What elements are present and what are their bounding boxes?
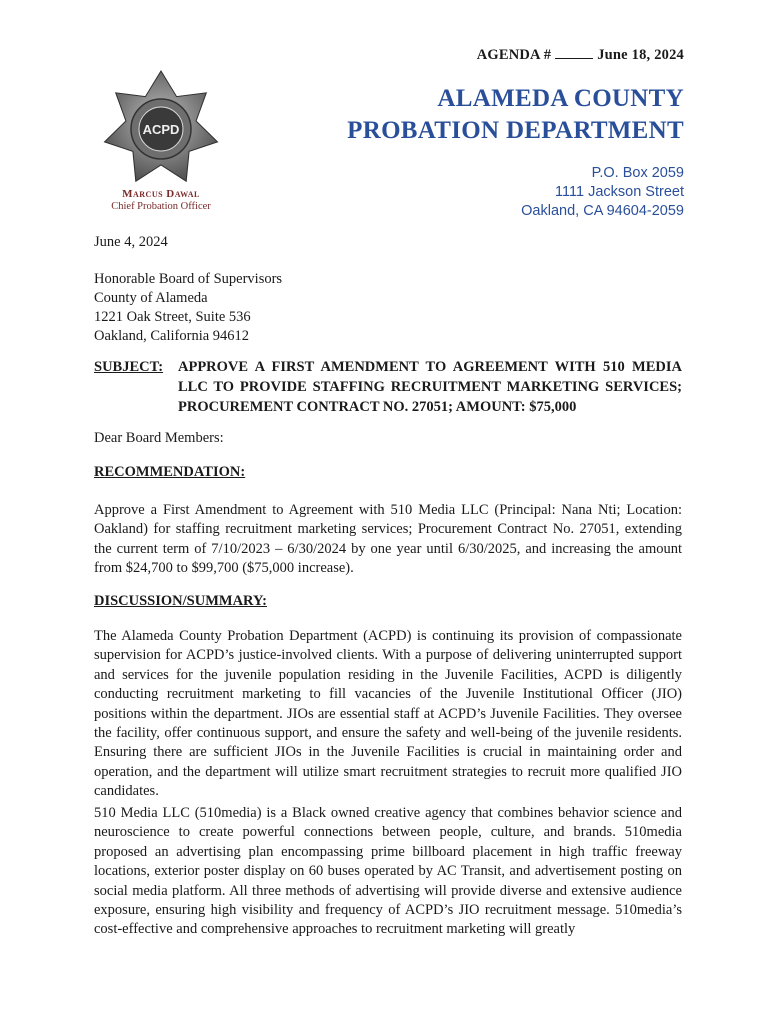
address-line: P.O. Box 2059	[591, 165, 684, 181]
subject-label: SUBJECT:	[94, 359, 164, 375]
agenda-label: AGENDA #	[476, 47, 552, 63]
chief-name: Marcus Dawal	[122, 188, 200, 200]
department-address	[521, 164, 684, 221]
chief-signature-block	[86, 188, 236, 212]
agenda-number-blank	[555, 48, 593, 59]
department-line-2: PROBATION DEPARTMENT	[347, 117, 684, 144]
letter-date: June 4, 2024	[94, 234, 168, 250]
agenda-line	[477, 47, 684, 64]
subject-block	[94, 357, 682, 417]
probation-star-badge-icon	[96, 68, 226, 190]
recipient-line: County of Alameda	[94, 290, 208, 306]
agenda-date: June 18, 2024	[597, 47, 684, 63]
department-name	[347, 83, 684, 147]
subject-text: APPROVE A FIRST AMENDMENT TO AGREEMENT WITH 510 MEDIA LLC TO PROVIDE STAFFING RECRUITMENT MARKETING SERVICES; PROCUREMENT CONTRACT NO. 27051; AMOUNT: $75,000	[178, 359, 682, 415]
recipient-line: Oakland, California 94612	[94, 328, 250, 344]
badge-text: ACPD	[142, 122, 180, 137]
salutation: Dear Board Members:	[94, 430, 224, 446]
discussion-paragraph-1: The Alameda County Probation Department (ACPD) is continuing its provision of compassionate supervision for ACPD’s justice-involved clients. With a purpose of delivering uninterrupted support and services for the juvenile population residing in the Juvenile Facilities, ACPD is diligently conducting recruitment marketing to fill vacancies of the Juvenile Institutional Officer (JIO) positions within the department. JIOs are essential staff at ACPD’s Juvenile Facilities. They oversee the facility, offer continuous support, and ensure the safety and well-being of the juvenile residents. Ensuring there are sufficient JIOs in the Juvenile Facilities is crucial in maintaining order and operation, and the department will utilize smart recruitment strategies to recruit more qualified JIO candidates.	[94, 628, 682, 800]
address-line: 1111 Jackson Street	[555, 184, 684, 200]
address-line: Oakland, CA 94604-2059	[521, 203, 684, 219]
discussion-heading: DISCUSSION/SUMMARY:	[94, 593, 267, 609]
recipient-line: 1221 Oak Street, Suite 536	[94, 309, 251, 325]
recommendation-heading: RECOMMENDATION:	[94, 464, 246, 480]
department-line-1: ALAMEDA COUNTY	[437, 85, 684, 112]
recipient-address	[94, 270, 282, 346]
recommendation-paragraph: Approve a First Amendment to Agreement with 510 Media LLC (Principal: Nana Nti; Location: Oakland) for staffing recruitment marketing services; Procurement Contract No. 27051, extending the current term of 7/10/2023 – 6/30/2024 by one year until 6/30/2025, and increasing the amount from $24,700 to $99,700 ($75,000 increase).	[94, 502, 682, 577]
discussion-paragraph-2: 510 Media LLC (510media) is a Black owned creative agency that combines behavior science and neuroscience to create powerful connections between people, culture, and brands. 510media proposed an advertising plan encompassing prime billboard placement in high traffic freeway locations, exterior poster display on 60 buses operated by AC Transit, and advertisement posting on social media platform. All three methods of advertising will provide diverse and extensive audience exposure, ensuring high visibility and frequency of ACPD’s JIO recruitment message. 510media’s cost-effective and comprehensive approaches to recruitment marketing will greatly	[94, 805, 682, 938]
recipient-line: Honorable Board of Supervisors	[94, 271, 283, 287]
chief-title: Chief Probation Officer	[111, 201, 211, 212]
